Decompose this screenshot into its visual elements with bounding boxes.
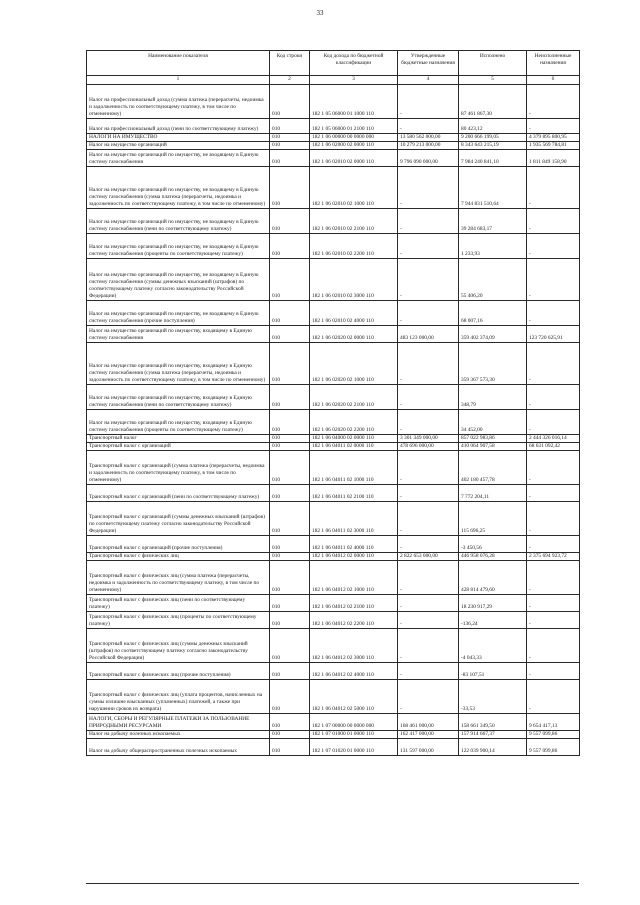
cell-approved: 131 597 000,00 xyxy=(398,739,459,756)
table-row xyxy=(87,739,580,756)
cell-unexecuted: - xyxy=(527,561,580,595)
cell-approved: - xyxy=(398,451,459,485)
cell-name: Транспортный налог с организаций (пени по соответствующему платежу) xyxy=(87,485,270,502)
header-kbk: Код дохода по бюджетной классификации xyxy=(310,51,398,76)
cell-approved: 13 580 562 000,00 xyxy=(398,134,459,142)
cell-row-code: 010 xyxy=(270,629,310,663)
cell-executed: -83 107,51 xyxy=(459,663,527,680)
cell-kbk-code: 182 1 06 04012 02 0000 110 xyxy=(310,553,398,561)
cell-approved: 168 461 000,00 xyxy=(398,714,459,731)
cell-kbk-code: 182 1 06 04011 02 4000 110 xyxy=(310,536,398,553)
cell-approved: - xyxy=(398,629,459,663)
cell-row-code: 010 xyxy=(270,680,310,714)
cell-unexecuted: - xyxy=(527,451,580,485)
bottom-divider xyxy=(86,883,579,884)
cell-approved: 483 123 000,00 xyxy=(398,326,459,343)
cell-kbk-code: 182 1 06 04011 02 3000 110 xyxy=(310,502,398,536)
cell-name: Транспортный налог с физических лиц (сумма платежа (перерасчеты, недоимка и задолженность по соответствующему платежу, в том числе по отмененному) xyxy=(87,561,270,595)
table-row xyxy=(87,595,580,612)
cell-executed: 7 984 240 841,10 xyxy=(459,150,527,167)
cell-unexecuted: - xyxy=(527,536,580,553)
cell-row-code: 010 xyxy=(270,714,310,731)
cell-name: Транспортный налог с организаций xyxy=(87,443,270,451)
cell-kbk-code: 182 1 06 02020 02 1000 110 xyxy=(310,343,398,385)
cell-name: Транспортный налог с физических лиц (уплата процентов, начисленных на суммы излишне взысканных (уплаченных) платежей, а также при нарушении сроков их возврата) xyxy=(87,680,270,714)
cell-row-code: 010 xyxy=(270,326,310,343)
cell-executed: 428 814 479,60 xyxy=(459,561,527,595)
cell-name: Налог на имущество организаций по имуществу, не входящему в Единую систему газоснабжения (сумма платежа (перерасчеты, недоимка и задолженность по соответствующему платежу, в том числе по отмененному) xyxy=(87,167,270,209)
cell-approved: - xyxy=(398,167,459,209)
table-row xyxy=(87,435,580,443)
cell-row-code: 010 xyxy=(270,259,310,301)
cell-approved: - xyxy=(398,595,459,612)
cell-executed: -33,53 xyxy=(459,680,527,714)
table-row xyxy=(87,343,580,385)
cell-row-code: 010 xyxy=(270,663,310,680)
cell-executed: 7 944 831 510,64 xyxy=(459,167,527,209)
col-number: 5 xyxy=(459,76,527,85)
cell-row-code: 010 xyxy=(270,561,310,595)
cell-name: Транспортный налог с физических лиц (проценты по соответствующему платежу) xyxy=(87,612,270,629)
cell-unexecuted: 2 444 326 016,14 xyxy=(527,435,580,443)
cell-row-code: 010 xyxy=(270,301,310,326)
table-row xyxy=(87,385,580,410)
col-number: 1 xyxy=(87,76,270,85)
cell-kbk-code: 182 1 07 01000 01 0000 110 xyxy=(310,731,398,739)
cell-kbk-code: 182 1 06 02010 02 3000 110 xyxy=(310,259,398,301)
cell-unexecuted: - xyxy=(527,343,580,385)
col-number: 3 xyxy=(310,76,398,85)
table-row xyxy=(87,259,580,301)
cell-executed: 857 022 983,86 xyxy=(459,435,527,443)
table-row xyxy=(87,553,580,561)
table-row xyxy=(87,119,580,134)
continuation-row xyxy=(86,857,579,887)
cell-executed: 158 661 349,50 xyxy=(459,714,527,731)
cell-unexecuted: 123 720 625,91 xyxy=(527,326,580,343)
cell-row-code: 010 xyxy=(270,410,310,435)
cell-kbk-code: 182 1 06 04012 02 3000 110 xyxy=(310,629,398,663)
table-row xyxy=(87,731,580,739)
cell-row-code: 010 xyxy=(270,385,310,410)
cell-name: Транспортный налог с организаций (сумма платежа (перерасчеты, недоимка и задолженность по соответствующему платежу, в том числе по отмененному) xyxy=(87,451,270,485)
cell-name: Налог на имущество организаций xyxy=(87,142,270,150)
budget-report-table xyxy=(86,50,580,756)
cell-approved: - xyxy=(398,85,459,119)
cell-name: Налог на имущество организаций по имуществу, входящему в Единую систему газоснабжения (пени по соответствующему платежу) xyxy=(87,385,270,410)
cell-kbk-code: 182 1 06 02010 02 1000 110 xyxy=(310,167,398,209)
table-row xyxy=(87,85,580,119)
cell-unexecuted: - xyxy=(527,485,580,502)
cell-unexecuted: - xyxy=(527,209,580,234)
cell-name: Транспортный налог с физических лиц (пени по соответствующему платежу) xyxy=(87,595,270,612)
table-header-row xyxy=(87,51,580,76)
page-number: 33 xyxy=(316,9,324,17)
cell-row-code: 010 xyxy=(270,485,310,502)
column-number-row xyxy=(87,76,580,85)
cell-kbk-code: 182 1 06 04012 02 2100 110 xyxy=(310,595,398,612)
cell-kbk-code: 182 1 06 04012 02 2200 110 xyxy=(310,612,398,629)
cell-approved: - xyxy=(398,561,459,595)
cell-kbk-code: 182 1 06 04011 02 2100 110 xyxy=(310,485,398,502)
cell-executed: 410 064 907,58 xyxy=(459,443,527,451)
col-number: 2 xyxy=(270,76,310,85)
cell-unexecuted: - xyxy=(527,301,580,326)
cell-executed: 402 180 457,78 xyxy=(459,451,527,485)
cell-executed: -3 450,56 xyxy=(459,536,527,553)
cell-kbk-code: 182 1 06 04012 02 5000 110 xyxy=(310,680,398,714)
cell-row-code: 010 xyxy=(270,134,310,142)
cell-name: Налог на имущество организаций по имуществу, не входящему в Единую систему газоснабжения (пени по соответствующему платежу) xyxy=(87,209,270,234)
cell-executed: 87 461 867,30 xyxy=(459,85,527,119)
cell-kbk-code: 182 1 07 01020 01 0000 110 xyxy=(310,739,398,756)
cell-unexecuted: - xyxy=(527,680,580,714)
cell-executed: 359 367 573,30 xyxy=(459,343,527,385)
table-row xyxy=(87,536,580,553)
table-row xyxy=(87,629,580,663)
cell-executed: 55 406,20 xyxy=(459,259,527,301)
cell-executed: 157 914 667,37 xyxy=(459,731,527,739)
cell-kbk-code: 182 1 06 02020 02 0000 110 xyxy=(310,326,398,343)
cell-kbk-code: 182 1 06 02010 02 2200 110 xyxy=(310,234,398,259)
table-row xyxy=(87,612,580,629)
table-row xyxy=(87,167,580,209)
cell-unexecuted: 9 557 099,86 xyxy=(527,739,580,756)
cell-approved: - xyxy=(398,502,459,536)
cell-kbk-code: 182 1 06 02020 02 2100 110 xyxy=(310,385,398,410)
table-row xyxy=(87,326,580,343)
cell-executed: 359 402 374,09 xyxy=(459,326,527,343)
cell-row-code: 010 xyxy=(270,150,310,167)
cell-unexecuted: - xyxy=(527,629,580,663)
cell-kbk-code: 182 1 06 00000 00 0000 000 xyxy=(310,134,398,142)
cell-unexecuted: 1 811 849 158,90 xyxy=(527,150,580,167)
cell-unexecuted: - xyxy=(527,234,580,259)
cell-name: Налог на профессиональный доход (сумма платежа (перерасчеты, недоимка и задолженность по соответствующему платежу, в том числе по отмененному) xyxy=(87,85,270,119)
cell-kbk-code: 182 1 06 02010 02 0000 110 xyxy=(310,150,398,167)
cell-kbk-code: 182 1 05 06000 01 1000 110 xyxy=(310,85,398,119)
cell-approved: 2 822 653 000,00 xyxy=(398,553,459,561)
cell-unexecuted: - xyxy=(527,595,580,612)
cell-executed: 446 958 076,28 xyxy=(459,553,527,561)
cell-executed: 18 230 917,29 xyxy=(459,595,527,612)
cell-unexecuted: - xyxy=(527,85,580,119)
cell-row-code: 010 xyxy=(270,731,310,739)
cell-row-code: 010 xyxy=(270,85,310,119)
table-body xyxy=(87,85,580,756)
cell-unexecuted: - xyxy=(527,502,580,536)
cell-unexecuted: - xyxy=(527,385,580,410)
cell-executed: 9 200 666 199,05 xyxy=(459,134,527,142)
cell-unexecuted: 9 557 099,86 xyxy=(527,731,580,739)
cell-approved: - xyxy=(398,536,459,553)
cell-kbk-code: 182 1 06 04011 02 1000 110 xyxy=(310,451,398,485)
header-approved: Утвержденные бюджетные назначения xyxy=(398,51,459,76)
cell-row-code: 010 xyxy=(270,553,310,561)
cell-name: Налог на имущество организаций по имуществу, не входящему в Единую систему газоснабжения (прочие поступления) xyxy=(87,301,270,326)
cell-executed: 1 233,93 xyxy=(459,234,527,259)
cell-approved: 162 417 000,00 xyxy=(398,731,459,739)
table-row xyxy=(87,680,580,714)
cell-approved: - xyxy=(398,343,459,385)
cell-approved: - xyxy=(398,119,459,134)
table-row xyxy=(87,663,580,680)
cell-approved: - xyxy=(398,259,459,301)
cell-kbk-code: 182 1 06 04000 02 0000 110 xyxy=(310,435,398,443)
cell-row-code: 010 xyxy=(270,209,310,234)
cell-kbk-code: 182 1 06 04012 02 1000 110 xyxy=(310,561,398,595)
cell-executed: 7 772 204,11 xyxy=(459,485,527,502)
cell-executed: 115 696,25 xyxy=(459,502,527,536)
cell-name: Транспортный налог с физических лиц (прочие поступления) xyxy=(87,663,270,680)
cell-row-code: 010 xyxy=(270,167,310,209)
cell-name: Налог на добычу общераспространенных полезных ископаемых xyxy=(87,739,270,756)
cell-executed: 122 039 900,14 xyxy=(459,739,527,756)
cell-unexecuted: 68 631 092,42 xyxy=(527,443,580,451)
cell-unexecuted: 9 654 417,13 xyxy=(527,714,580,731)
cell-name: Налог на имущество организаций по имуществу, входящему в Единую систему газоснабжения (проценты по соответствующему платежу) xyxy=(87,410,270,435)
cell-kbk-code: 182 1 06 02020 02 2200 110 xyxy=(310,410,398,435)
cell-name: Налог на имущество организаций по имуществу, не входящему в Единую систему газоснабжения (суммы денежных взысканий (штрафов) по соответствующему платежу согласно законодательству Российской Федерации) xyxy=(87,259,270,301)
cell-approved: - xyxy=(398,680,459,714)
cell-row-code: 010 xyxy=(270,234,310,259)
table-row xyxy=(87,561,580,595)
cell-executed: 80 423,12 xyxy=(459,119,527,134)
cell-name: НАЛОГИ НА ИМУЩЕСТВО xyxy=(87,134,270,142)
cell-approved: - xyxy=(398,485,459,502)
table-row xyxy=(87,714,580,731)
cell-name: Транспортный налог с физических лиц xyxy=(87,553,270,561)
cell-name: Налог на имущество организаций по имуществу, не входящему в Единую систему газоснабжения xyxy=(87,150,270,167)
table-row xyxy=(87,410,580,435)
col-number: 6 xyxy=(527,76,580,85)
table-row xyxy=(87,234,580,259)
cell-approved: - xyxy=(398,612,459,629)
table-row xyxy=(87,301,580,326)
cell-name: НАЛОГИ, СБОРЫ И РЕГУЛЯРНЫЕ ПЛАТЕЖИ ЗА ПОЛЬЗОВАНИЕ ПРИРОДНЫМИ РЕСУРСАМИ xyxy=(87,714,270,731)
cell-approved: 9 796 090 000,00 xyxy=(398,150,459,167)
cell-unexecuted: - xyxy=(527,410,580,435)
cell-approved: 3 301 349 000,00 xyxy=(398,435,459,443)
cell-unexecuted: - xyxy=(527,663,580,680)
cell-name: Транспортный налог xyxy=(87,435,270,443)
cell-executed: 34 452,00 xyxy=(459,410,527,435)
cell-row-code: 010 xyxy=(270,443,310,451)
cell-name: Налог на имущество организаций по имуществу, входящему в Единую систему газоснабжения (сумма платежа (перерасчеты, недоимка и задолженность по соответствующему платежу, в том числе по отмененному) xyxy=(87,343,270,385)
cell-kbk-code: 182 1 06 02010 02 4000 110 xyxy=(310,301,398,326)
cell-row-code: 010 xyxy=(270,142,310,150)
cell-executed: 68 007,16 xyxy=(459,301,527,326)
cell-row-code: 010 xyxy=(270,343,310,385)
cell-approved: - xyxy=(398,234,459,259)
cell-approved: - xyxy=(398,385,459,410)
cell-name: Налог на добычу полезных ископаемых xyxy=(87,731,270,739)
header-unexecuted: Неисполненные назначения xyxy=(527,51,580,76)
cell-row-code: 010 xyxy=(270,435,310,443)
cell-approved: - xyxy=(398,209,459,234)
cell-kbk-code: 182 1 06 04012 02 4000 110 xyxy=(310,663,398,680)
header-name: Наименование показателя xyxy=(87,51,270,76)
header-code: Код строки xyxy=(270,51,310,76)
cell-name: Транспортный налог с физических лиц (суммы денежных взысканий (штрафов) по соответствующему платежу согласно законодательству Российской Федерации) xyxy=(87,629,270,663)
cell-row-code: 010 xyxy=(270,612,310,629)
cell-approved: 478 696 000,00 xyxy=(398,443,459,451)
cell-unexecuted: - xyxy=(527,119,580,134)
table-row xyxy=(87,209,580,234)
cell-approved: - xyxy=(398,301,459,326)
cell-name: Транспортный налог с организаций (суммы денежных взысканий (штрафов) по соответствующему платежу согласно законодательству Российской Федерации) xyxy=(87,502,270,536)
cell-kbk-code: 182 1 05 06000 01 2100 110 xyxy=(310,119,398,134)
cell-unexecuted: 1 935 569 784,81 xyxy=(527,142,580,150)
table-row xyxy=(87,134,580,142)
cell-name: Налог на имущество организаций по имуществу, не входящему в Единую систему газоснабжения (проценты по соответствующему платежу) xyxy=(87,234,270,259)
cell-unexecuted: 2 375 694 923,72 xyxy=(527,553,580,561)
table-row xyxy=(87,451,580,485)
cell-unexecuted: - xyxy=(527,612,580,629)
cell-row-code: 010 xyxy=(270,739,310,756)
cell-kbk-code: 182 1 07 00000 00 0000 000 xyxy=(310,714,398,731)
cell-executed: -4 043,33 xyxy=(459,629,527,663)
cell-row-code: 010 xyxy=(270,595,310,612)
cell-name: Налог на профессиональный доход (пени по соответствующему платежу) xyxy=(87,119,270,134)
table-row xyxy=(87,150,580,167)
cell-unexecuted: 4 379 895 800,95 xyxy=(527,134,580,142)
cell-row-code: 010 xyxy=(270,119,310,134)
cell-executed: -136,24 xyxy=(459,612,527,629)
cell-kbk-code: 182 1 06 02000 02 0000 110 xyxy=(310,142,398,150)
cell-name: Транспортный налог с организаций (прочие поступления) xyxy=(87,536,270,553)
cell-approved: - xyxy=(398,663,459,680)
table-row xyxy=(87,485,580,502)
cell-executed: 348,79 xyxy=(459,385,527,410)
cell-name: Налог на имущество организаций по имуществу, входящему в Единую систему газоснабжения xyxy=(87,326,270,343)
header-executed: Исполнено xyxy=(459,51,527,76)
cell-unexecuted: - xyxy=(527,167,580,209)
cell-approved: 10 279 213 000,00 xyxy=(398,142,459,150)
cell-kbk-code: 182 1 06 04011 02 0000 110 xyxy=(310,443,398,451)
table-row xyxy=(87,502,580,536)
cell-row-code: 010 xyxy=(270,502,310,536)
cell-kbk-code: 182 1 06 02010 02 2100 110 xyxy=(310,209,398,234)
cell-approved: - xyxy=(398,410,459,435)
cell-executed: 8 343 643 215,19 xyxy=(459,142,527,150)
table-row xyxy=(87,142,580,150)
cell-row-code: 010 xyxy=(270,451,310,485)
table-row xyxy=(87,443,580,451)
col-number: 4 xyxy=(398,76,459,85)
cell-executed: 39 284 683,17 xyxy=(459,209,527,234)
cell-row-code: 010 xyxy=(270,536,310,553)
cell-unexecuted: - xyxy=(527,259,580,301)
